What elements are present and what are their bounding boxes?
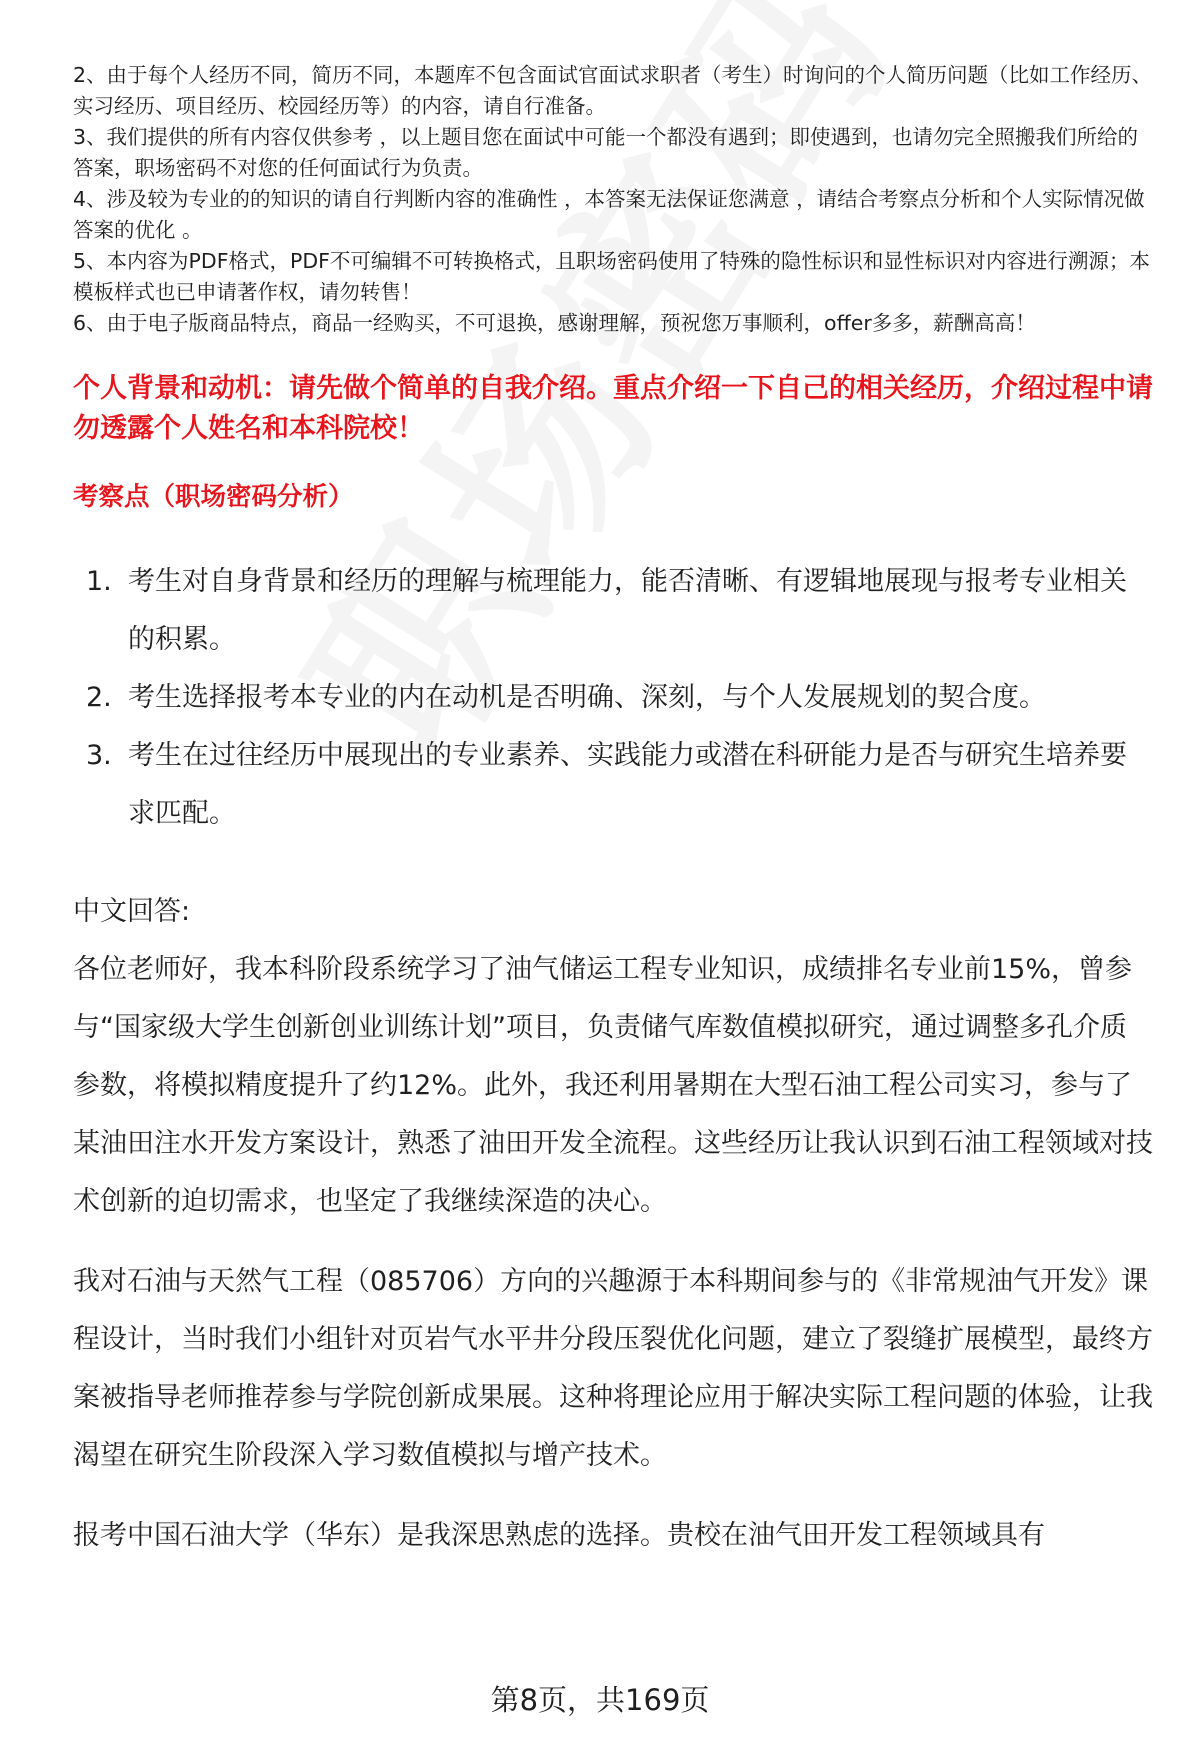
note-item: 3、我们提供的所有内容仅供参考 ，以上题目您在面试中可能一个都没有遇到；即使遇到，也请勿完全照搬我们所给的答案，职场密码不对您的任何面试行为负责。 bbox=[73, 125, 1139, 180]
analysis-heading: 考察点（职场密码分析） bbox=[73, 482, 354, 512]
analysis-point-text: 考生在过往经历中展现出的专业素养、实践能力或潜在科研能力是否与研究生培养要求匹配。 bbox=[128, 740, 1127, 829]
answer-paragraph: 各位老师好，我本科阶段系统学习了油气储运工程专业知识，成绩排名专业前15%，曾参与“国家级大学生创新创业训练计划”项目，负责储气库数值模拟研究，通过调整多孔介质参数，将模拟精度提升了约12%。此外，我还利用暑期在大型石油工程公司实习，参与了某油田注水开发方案设计，熟悉了油田开发全流程。这些经历让我认识到石油工程领域对技术创新的迫切需求，也坚定了我继续深造的决心。 bbox=[73, 954, 1153, 1217]
page-footer: 第8页，共169页 bbox=[490, 1683, 710, 1717]
note-item: 4、涉及较为专业的的知识的请自行判断内容的准确性 ，本答案无法保证您满意 ，请结合考察点分析和个人实际情况做答案的优化 。 bbox=[73, 187, 1145, 242]
analysis-point bbox=[73, 669, 1153, 727]
note-item: 6、由于电子版商品特点，商品一经购买，不可退换，感谢理解，预祝您万事顺利，offer多多，薪酬高高！ bbox=[73, 311, 1036, 335]
page-content bbox=[73, 60, 1153, 1565]
analysis-point-number: 2. bbox=[86, 682, 112, 713]
answer-paragraph: 报考中国石油大学（华东）是我深思熟虑的选择。贵校在油气田开发工程领域具有 bbox=[73, 1520, 1045, 1551]
notes-section bbox=[73, 60, 1153, 339]
note-item: 2、由于每个人经历不同，简历不同，本题库不包含面试官面试求职者（考生）时询问的个人简历问题（比如工作经历、实习经历、项目经历、校园经历等）的内容，请自行准备。 bbox=[73, 63, 1153, 118]
analysis-point bbox=[73, 727, 1153, 843]
question-heading: 个人背景和动机：请先做个简单的自我介绍。重点介绍一下自己的相关经历，介绍过程中请勿透露个人姓名和本科院校！ bbox=[73, 373, 1153, 444]
analysis-point-text: 考生对自身背景和经历的理解与梳理能力，能否清晰、有逻辑地展现与报考专业相关的积累。 bbox=[128, 566, 1127, 655]
analysis-point-number: 3. bbox=[86, 740, 112, 771]
analysis-point-number: 1. bbox=[86, 566, 112, 597]
answer-title: 中文回答: bbox=[73, 896, 191, 927]
analysis-point-text: 考生选择报考本专业的内在动机是否明确、深刻，与个人发展规划的契合度。 bbox=[128, 682, 1046, 713]
analysis-point bbox=[73, 553, 1153, 669]
note-item: 5、本内容为PDF格式，PDF不可编辑不可转换格式，且职场密码使用了特殊的隐性标识和显性标识对内容进行溯源；本模板样式也已申请著作权，请勿转售！ bbox=[73, 249, 1150, 304]
analysis-points-list bbox=[73, 553, 1153, 843]
answer-paragraph: 我对石油与天然气工程（085706）方向的兴趣源于本科期间参与的《非常规油气开发》课程设计，当时我们小组针对页岩气水平井分段压裂优化问题，建立了裂缝扩展模型，最终方案被指导老师推荐参与学院创新成果展。这种将理论应用于解决实际工程问题的体验，让我渴望在研究生阶段深入学习数值模拟与增产技术。 bbox=[73, 1266, 1153, 1471]
